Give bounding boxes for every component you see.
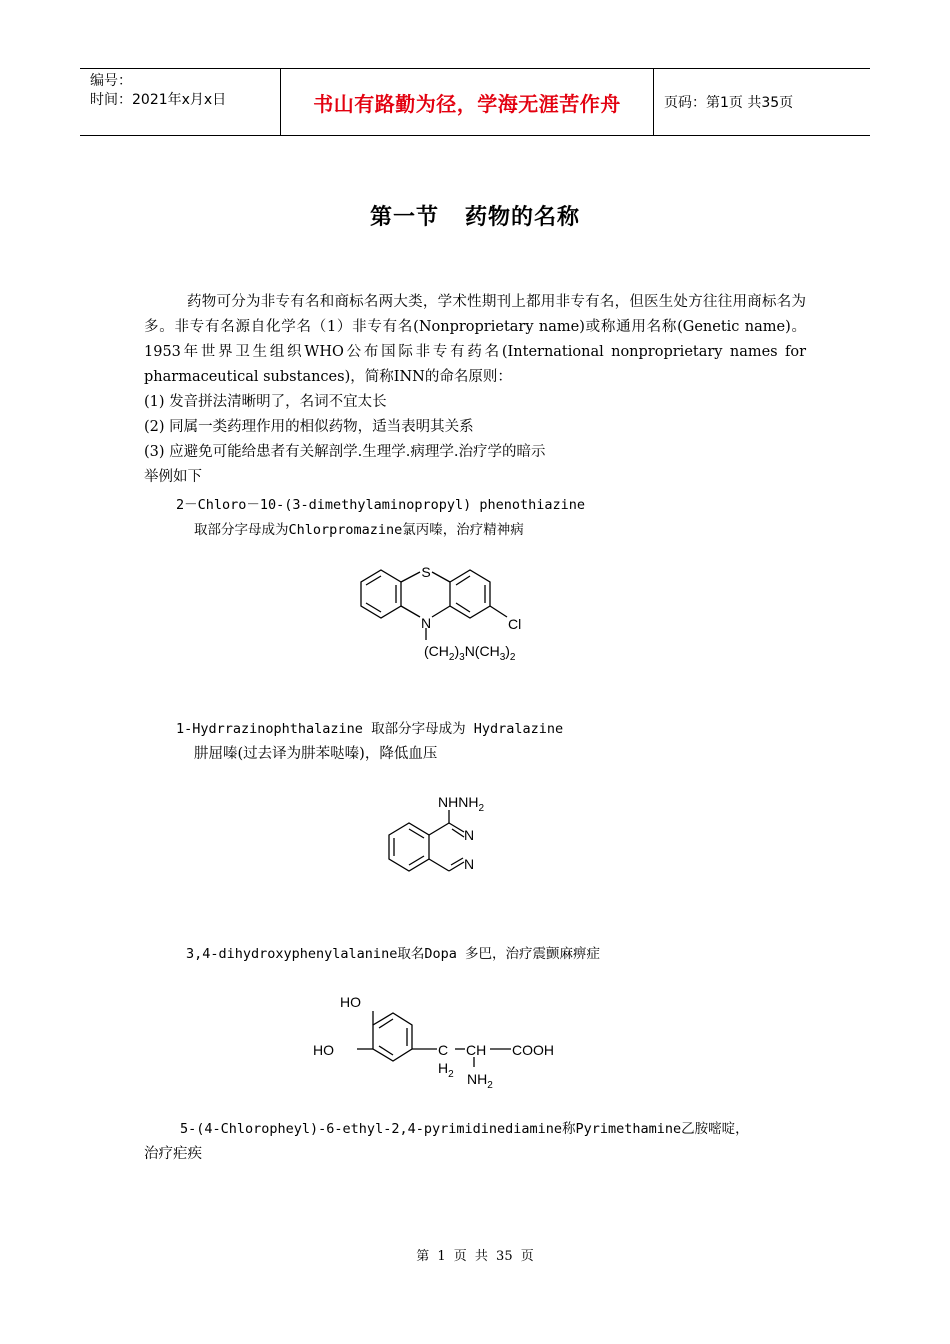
nitrogen-atom-label: N	[420, 615, 432, 631]
nitrogen-label-upper: N	[464, 827, 475, 843]
time-label: 时间：2021年x月x日	[90, 92, 227, 108]
section-title: 第一节 药物的名称	[370, 204, 580, 230]
page-footer: 第 1 页 共 35 页	[416, 1249, 534, 1264]
header-meta	[80, 69, 281, 135]
hydrazine-group-label: $NHNH_2$	[438, 795, 485, 814]
amino-group-label: $NH_2$	[467, 1071, 493, 1091]
rule-1: (1) 发音拼法清晰明了，名词不宜太长	[144, 394, 387, 410]
dopa-structure	[305, 985, 580, 1095]
number-label: 编号：	[90, 73, 132, 89]
chlorpromazine-structure	[350, 560, 550, 670]
example-4-description: 5-(4-Chloropheyl)-6-ethyl-2,4-pyrimidinediamine称Pyrimethamine乙胺嘧啶，	[180, 1121, 749, 1137]
header-table	[80, 68, 870, 136]
sulfur-atom-label: S	[421, 564, 431, 580]
methylene-carbon-label: C	[438, 1042, 449, 1058]
example-2-description: 肼屈嗪(过去译为肼苯哒嗪)，降低血压	[194, 746, 438, 762]
alpha-carbon-label: CH	[466, 1042, 487, 1058]
rule-3: (3) 应避免可能给患者有关解剖学.生理学.病理学.治疗学的暗示	[144, 444, 546, 460]
intro-paragraph: 药物可分为非专有名和商标名两大类，学术性期刊上都用非专有名，但医生处方往往用商标名为多。非专有名源自化学名（1）非专有名(Nonproprietary name)或称通用名称(Genetic name)。1953年世界卫生组织WHO公布国际非专有药名(International nonproprietary names for pharmaceutical substances)，简称INN的命名原则：	[144, 294, 806, 385]
carboxyl-group-label: COOH	[512, 1042, 554, 1058]
header-motto: 书山有路勤为径，学海无涯苦作舟	[281, 69, 654, 135]
hydroxyl-top-label: HO	[340, 994, 361, 1010]
example-2-chemical-name: 1-Hydrrazinophthalazine 取部分字母成为 Hydralazine	[176, 721, 564, 737]
example-1-description: 取部分字母成为Chlorpromazine氯丙嗪，治疗精神病	[194, 522, 524, 538]
rule-2: (2) 同属一类药理作用的相似药物，适当表明其关系	[144, 419, 474, 435]
hydroxyl-left-label: HO	[313, 1042, 334, 1058]
header-page-info: 页码：第1页 共35页	[664, 95, 794, 111]
examples-label: 举例如下	[144, 469, 202, 485]
example-1-chemical-name: 2－Chloro－10-(3-dimethylaminopropyl) phenothiazine	[176, 497, 586, 513]
example-3-description: 3,4-dihydroxyphenylalanine取名Dopa 多巴，治疗震颤麻痹症	[186, 946, 600, 962]
methylene-hydrogen-label: $H_2$	[438, 1060, 454, 1080]
example-4-continuation: 治疗疟疾	[144, 1146, 202, 1162]
chlorine-atom-label: Cl	[508, 616, 522, 632]
hydralazine-structure	[360, 795, 520, 900]
side-chain-label: $(CH_2)_3N(CH_3)_2$	[424, 643, 516, 663]
intro-section	[144, 290, 806, 490]
nitrogen-label-lower: N	[464, 856, 475, 872]
